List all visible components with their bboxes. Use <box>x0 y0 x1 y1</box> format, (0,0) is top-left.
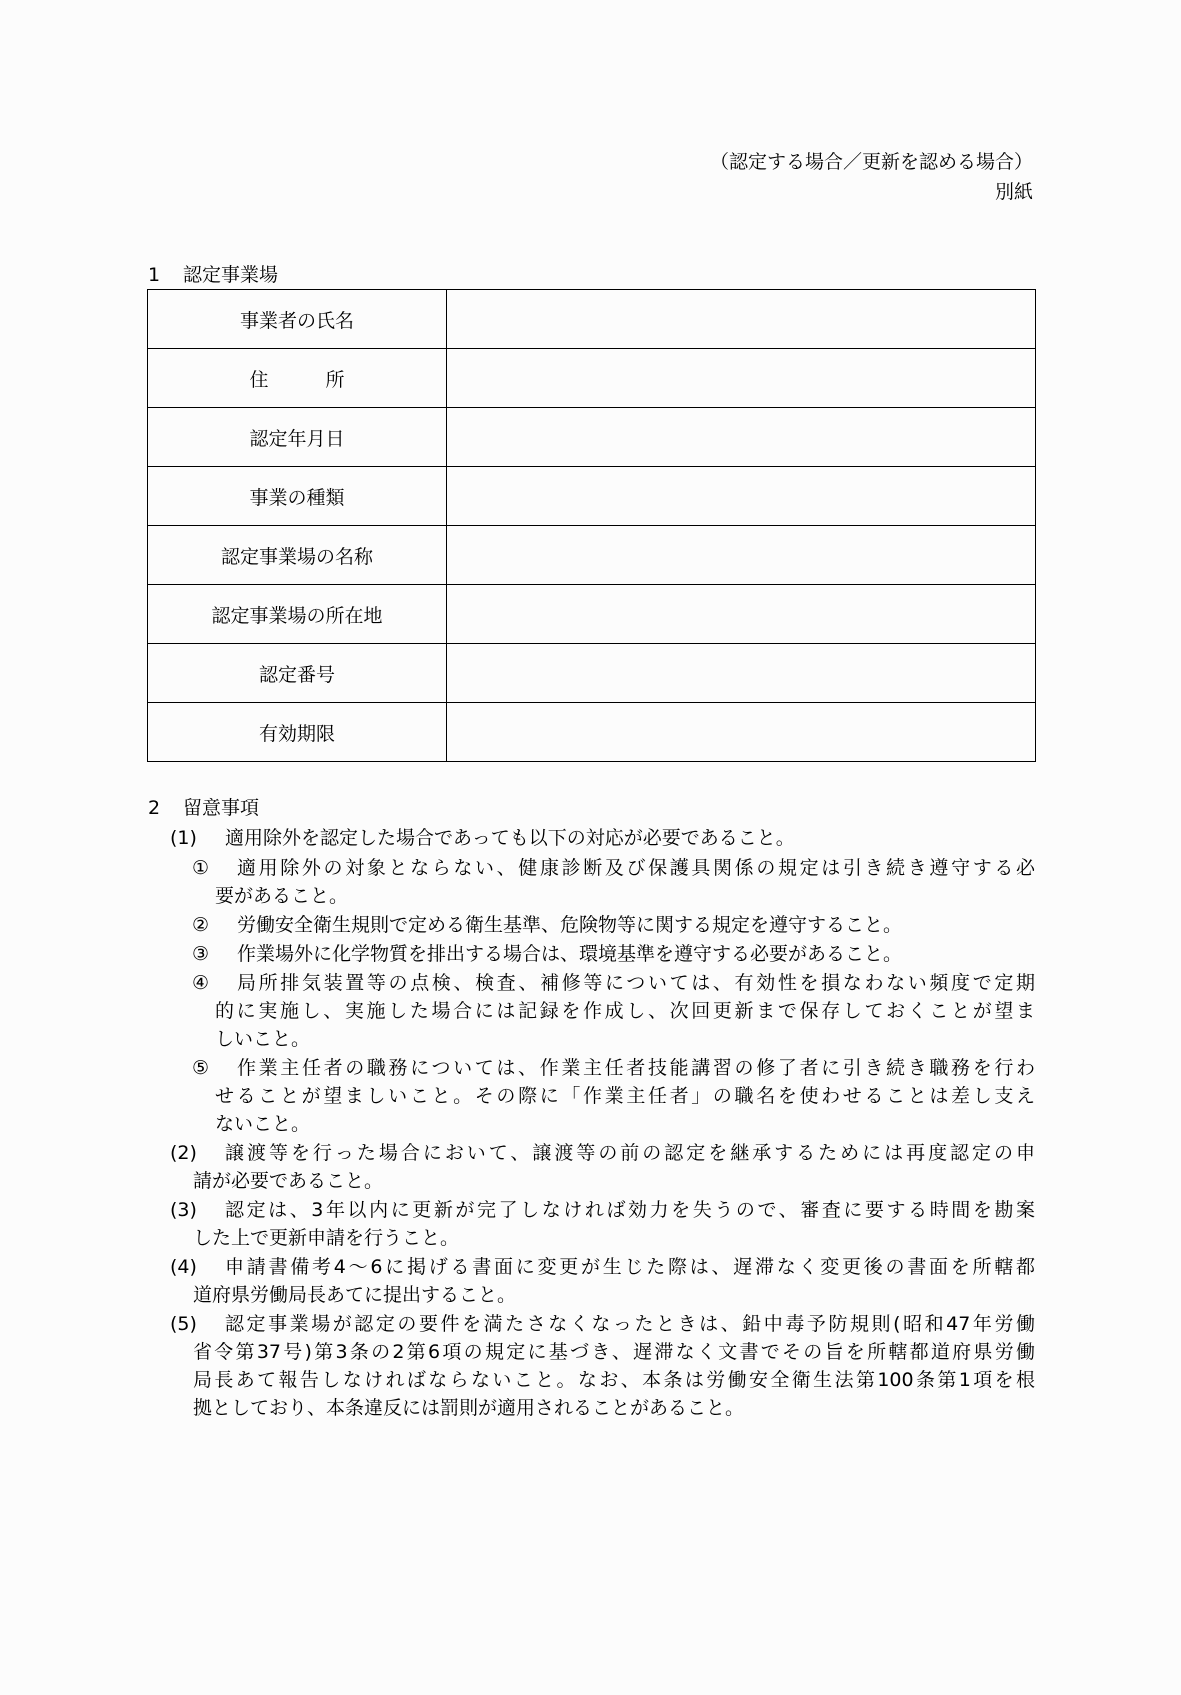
row-value-field[interactable] <box>447 290 1036 349</box>
item-2-line: 譲渡等を行った場合において、譲渡等の前の認定を継承するためには再度認定の申 <box>225 1142 1035 1164</box>
subitem-2-marker: ② <box>192 914 210 936</box>
subitem-5-line: 作業主任者の職務については、作業主任者技能講習の修了者に引き続き職務を行わ <box>237 1057 1035 1079</box>
subitem-2-line: 労働安全衛生規則で定める衛生基準、危険物等に関する規定を遵守すること。 <box>237 914 903 936</box>
item-4-line: 申請書備考4～6に掲げる書面に変更が生じた際は、遅滞なく変更後の書面を所轄都 <box>225 1256 1035 1278</box>
section-2-number: 2 <box>148 797 161 819</box>
table-row <box>148 644 1036 703</box>
row-label: 事業者の氏名 <box>148 290 447 349</box>
table-row <box>148 408 1036 467</box>
subitem-1-line: 適用除外の対象とならない、健康診断及び保護具関係の規定は引き続き遵守する必 <box>237 857 1035 879</box>
row-value-field[interactable] <box>447 467 1036 526</box>
item-2-line: 請が必要であること。 <box>193 1170 384 1192</box>
row-label: 認定事業場の所在地 <box>148 585 447 644</box>
item-3-line: 認定は、3年以内に更新が完了しなければ効力を失うので、審査に要する時間を勘案 <box>225 1199 1035 1221</box>
item-5-line: 認定事業場が認定の要件を満たさなくなったときは、鉛中毒予防規則(昭和47年労働 <box>225 1313 1035 1335</box>
subitem-4-line: 局所排気装置等の点検、検査、補修等については、有効性を損なわない頻度で定期 <box>237 972 1035 994</box>
subitem-1-marker: ① <box>192 857 210 879</box>
subitem-5-line: せることが望ましいこと。その際に「作業主任者」の職名を使わせることは差し支え <box>215 1085 1035 1107</box>
subitem-3-line: 作業場外に化学物質を排出する場合は、環境基準を遵守する必要があること。 <box>237 943 903 965</box>
table-row <box>148 703 1036 762</box>
table-row <box>148 467 1036 526</box>
row-value-field[interactable] <box>447 408 1036 467</box>
item-3-line: した上で更新申請を行うこと。 <box>193 1227 460 1249</box>
row-value-field[interactable] <box>447 585 1036 644</box>
row-label: 認定年月日 <box>148 408 447 467</box>
item-3-marker: (3) <box>170 1199 197 1221</box>
subitem-4-line: 的に実施し、実施した場合には記録を作成し、次回更新まで保存しておくことが望ま <box>215 1000 1035 1022</box>
attachment-label: 別紙 <box>994 181 1033 203</box>
table-row <box>148 349 1036 408</box>
table-row <box>148 526 1036 585</box>
row-label: 認定事業場の名称 <box>148 526 447 585</box>
item-5-marker: (5) <box>170 1313 197 1335</box>
table-row <box>148 585 1036 644</box>
item-5-line: 省令第37号)第3条の2第6項の規定に基づき、遅滞なく文書でその旨を所轄都道府県労働 <box>193 1341 1035 1363</box>
row-label: 事業の種類 <box>148 467 447 526</box>
item-1-marker: (1) <box>170 827 197 849</box>
item-4-marker: (4) <box>170 1256 197 1278</box>
row-value-field[interactable] <box>447 349 1036 408</box>
item-5-line: 拠としており、本条違反には罰則が適用されることがあること。 <box>193 1397 745 1419</box>
item-4-line: 道府県労働局長あてに提出すること。 <box>193 1284 517 1306</box>
row-value-field[interactable] <box>447 644 1036 703</box>
subitem-4-line: しいこと。 <box>215 1028 311 1050</box>
item-2-marker: (2) <box>170 1142 197 1164</box>
subitem-3-marker: ③ <box>192 943 210 965</box>
table-row <box>148 290 1036 349</box>
row-value-field[interactable] <box>447 526 1036 585</box>
row-label: 住 所 <box>148 349 447 408</box>
section-2-title: 留意事項 <box>183 797 260 819</box>
row-label: 認定番号 <box>148 644 447 703</box>
section-1-number: 1 <box>148 264 161 286</box>
item-1-line: 適用除外を認定した場合であっても以下の対応が必要であること。 <box>225 827 795 849</box>
subitem-1-line: 要があること。 <box>215 885 349 907</box>
workplace-table <box>147 289 1036 762</box>
subitem-5-line: ないこと。 <box>215 1113 311 1135</box>
subitem-4-marker: ④ <box>192 972 210 994</box>
item-5-line: 局長あて報告しなければならないこと。なお、本条は労働安全衛生法第100条第1項を根 <box>193 1369 1035 1391</box>
row-value-field[interactable] <box>447 703 1036 762</box>
case-note: （認定する場合／更新を認める場合） <box>709 151 1033 173</box>
subitem-5-marker: ⑤ <box>192 1057 210 1079</box>
row-label: 有効期限 <box>148 703 447 762</box>
section-1-title: 認定事業場 <box>183 264 279 286</box>
